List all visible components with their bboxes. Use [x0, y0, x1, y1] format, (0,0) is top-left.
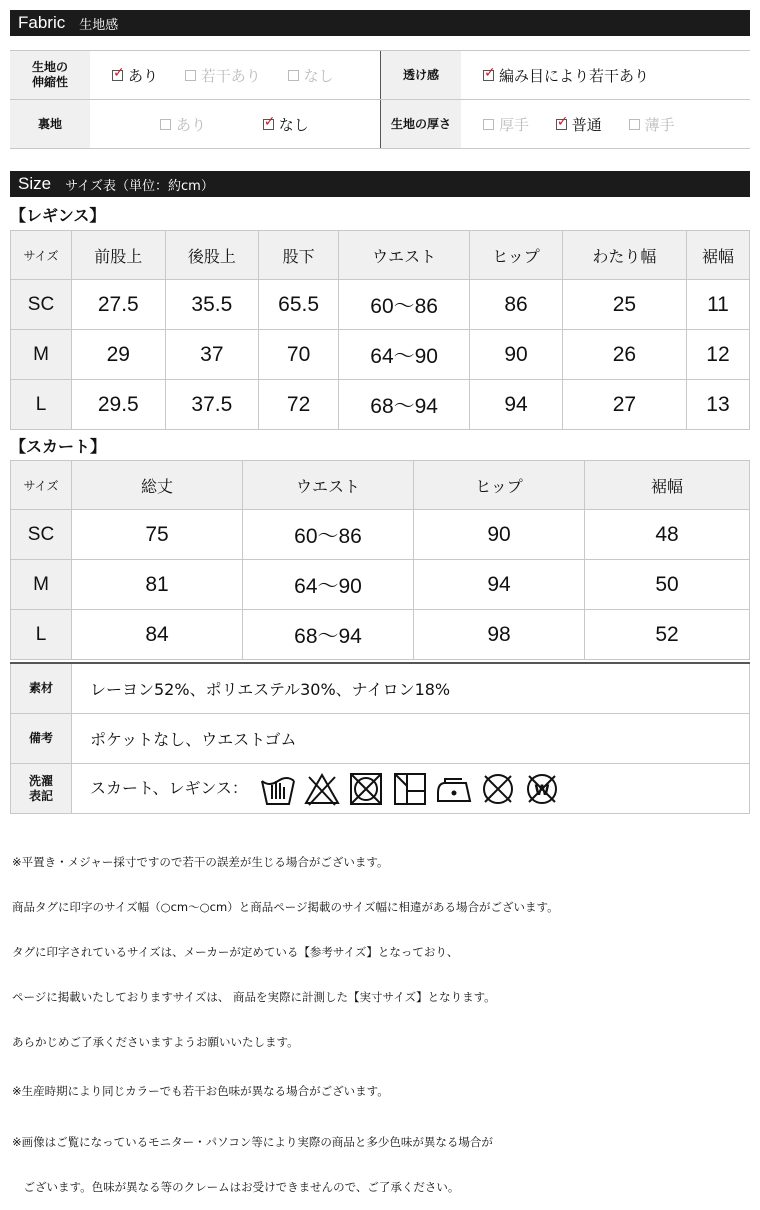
fabric-table: [10, 50, 750, 149]
table-cell: 86: [470, 280, 563, 330]
sheer-option-slight: ✓ 編み目により若干あり: [483, 65, 649, 86]
table-cell: 81: [72, 560, 243, 610]
table-cell: 37.5: [165, 380, 259, 430]
size-title-en: Size: [18, 174, 52, 193]
table-cell: 13: [686, 380, 749, 430]
washing-label: 洗濯 表記: [11, 764, 72, 814]
footnote-line: ページに掲載いたしておりますサイズは、 商品を実際に計測した【実寸サイズ】となります。: [12, 990, 496, 1004]
checkbox-icon: [185, 70, 196, 81]
checkbox-icon: [629, 119, 640, 130]
table-cell: 11: [686, 280, 749, 330]
size-title-jp: サイズ表（単位：約cm）: [65, 178, 214, 194]
thickness-option-thin: 薄手: [629, 114, 675, 135]
checkbox-icon: [160, 119, 171, 130]
table-cell: 64〜90: [243, 560, 414, 610]
table-cell: 94: [414, 560, 585, 610]
column-header: ウエスト: [339, 231, 470, 280]
lining-label: 裏地: [10, 100, 90, 149]
no-tumble-dry-icon: [347, 771, 385, 807]
table-cell: 26: [562, 330, 686, 380]
table-cell: 64〜90: [339, 330, 470, 380]
table-cell: 27.5: [72, 280, 166, 330]
leggings-title: 【レギンス】: [10, 206, 106, 225]
table-row: [11, 610, 750, 660]
table-cell: 48: [585, 510, 750, 560]
checked-checkbox-icon: [556, 119, 567, 130]
table-cell: 52: [585, 610, 750, 660]
wet-clean-icon: [523, 771, 561, 807]
footnote-line: あらかじめご了承くださいますようお願いいたします。: [12, 1035, 299, 1049]
checkbox-icon: [483, 119, 494, 130]
size-cell: L: [11, 610, 72, 660]
lining-option-no: ✓ なし: [263, 114, 309, 135]
stretch-option-slight: 若干あり: [185, 65, 261, 86]
notes-label: 備考: [11, 714, 72, 764]
size-cell: L: [11, 380, 72, 430]
thickness-options: [461, 100, 750, 149]
table-cell: 60〜86: [243, 510, 414, 560]
table-cell: 72: [259, 380, 339, 430]
footnote-line: ※生産時期により同じカラーでも若干お色味が異なる場合がございます。: [12, 1084, 389, 1098]
svg-text:W: W: [534, 782, 550, 799]
checked-checkbox-icon: [483, 70, 494, 81]
table-cell: 68〜94: [339, 380, 470, 430]
column-header: ヒップ: [470, 231, 563, 280]
table-cell: 90: [414, 510, 585, 560]
table-cell: 60〜86: [339, 280, 470, 330]
footnote-line: 商品タグに印字のサイズ幅（○cm〜○cm）と商品ページ掲載のサイズ幅に相違がある場合がございます。: [12, 900, 559, 914]
checked-checkbox-icon: [112, 70, 123, 81]
washing-value: [72, 764, 750, 814]
skirt-title: 【スカート】: [10, 437, 107, 456]
size-column-header: サイズ: [11, 461, 72, 510]
column-header: 前股上: [72, 231, 166, 280]
table-cell: 25: [562, 280, 686, 330]
table-cell: 65.5: [259, 280, 339, 330]
column-header: ウエスト: [243, 461, 414, 510]
column-header: 総丈: [72, 461, 243, 510]
table-cell: 37: [165, 330, 259, 380]
table-cell: 90: [470, 330, 563, 380]
table-cell: 29: [72, 330, 166, 380]
thickness-option-thick: 厚手: [483, 114, 529, 135]
column-header: わたり幅: [562, 231, 686, 280]
size-cell: SC: [11, 280, 72, 330]
sheer-options: [461, 51, 750, 100]
table-cell: 84: [72, 610, 243, 660]
hand-wash-icon: [259, 771, 297, 807]
stretch-label: 生地の 伸縮性: [10, 51, 90, 100]
footnote-line: ございます。色味が異なる等のクレームはお受けできませんので、ご了承ください。: [12, 1180, 460, 1194]
column-header: ヒップ: [414, 461, 585, 510]
table-cell: 70: [259, 330, 339, 380]
table-row: [11, 510, 750, 560]
no-bleach-icon: [303, 771, 341, 807]
table-cell: 94: [470, 380, 563, 430]
table-cell: 68〜94: [243, 610, 414, 660]
fabric-title-jp: 生地感: [79, 17, 119, 33]
iron-low-icon: [435, 771, 473, 807]
checked-checkbox-icon: [263, 119, 274, 130]
notes-value: ポケットなし、ウエストゴム: [72, 714, 750, 764]
size-cell: SC: [11, 510, 72, 560]
fabric-title-en: Fabric: [18, 13, 66, 32]
material-value: レーヨン52%、ポリエステル30%、ナイロン18%: [72, 663, 750, 714]
column-header: 股下: [259, 231, 339, 280]
size-column-header: サイズ: [11, 231, 72, 280]
table-cell: 75: [72, 510, 243, 560]
table-cell: 27: [562, 380, 686, 430]
footnote-line: タグに印字されているサイズは、メーカーが定めている【参考サイズ】となっており、: [12, 945, 459, 959]
footnote-line: ※画像はご覧になっているモニター・パソコン等により実際の商品と多少色味が異なる場合が: [12, 1135, 493, 1149]
fabric-section-header: [10, 10, 750, 36]
footnote-line: ※平置き・メジャー採寸ですので若干の誤差が生じる場合がございます。: [12, 855, 389, 869]
thickness-option-normal: ✓ 普通: [556, 114, 602, 135]
leggings-size-table: [10, 230, 750, 430]
table-row: [11, 330, 750, 380]
table-row: [11, 280, 750, 330]
table-cell: 35.5: [165, 280, 259, 330]
column-header: 後股上: [165, 231, 259, 280]
no-dry-clean-icon: [479, 771, 517, 807]
stretch-option-none: なし: [288, 65, 334, 86]
size-section-header: [10, 171, 750, 197]
care-symbols: [259, 771, 567, 807]
skirt-size-table: [10, 460, 750, 660]
line-dry-shade-icon: [391, 771, 429, 807]
size-cell: M: [11, 330, 72, 380]
table-row: [11, 380, 750, 430]
thickness-label: 生地の厚さ: [381, 100, 462, 149]
stretch-options: [90, 51, 381, 100]
column-header: 裾幅: [686, 231, 749, 280]
size-cell: M: [11, 560, 72, 610]
table-cell: 12: [686, 330, 749, 380]
material-label: 素材: [11, 663, 72, 714]
lining-option-yes: あり: [160, 114, 206, 135]
table-cell: 29.5: [72, 380, 166, 430]
table-cell: 98: [414, 610, 585, 660]
table-cell: 50: [585, 560, 750, 610]
column-header: 裾幅: [585, 461, 750, 510]
footnotes: [12, 825, 559, 1210]
checkbox-icon: [288, 70, 299, 81]
table-row: [11, 560, 750, 610]
product-info-table: [10, 662, 750, 814]
stretch-option-yes: ✓ あり: [112, 65, 158, 86]
sheer-label: 透け感: [381, 51, 462, 100]
washing-text: スカート、レギンス：: [90, 778, 248, 797]
lining-options: [90, 100, 381, 149]
